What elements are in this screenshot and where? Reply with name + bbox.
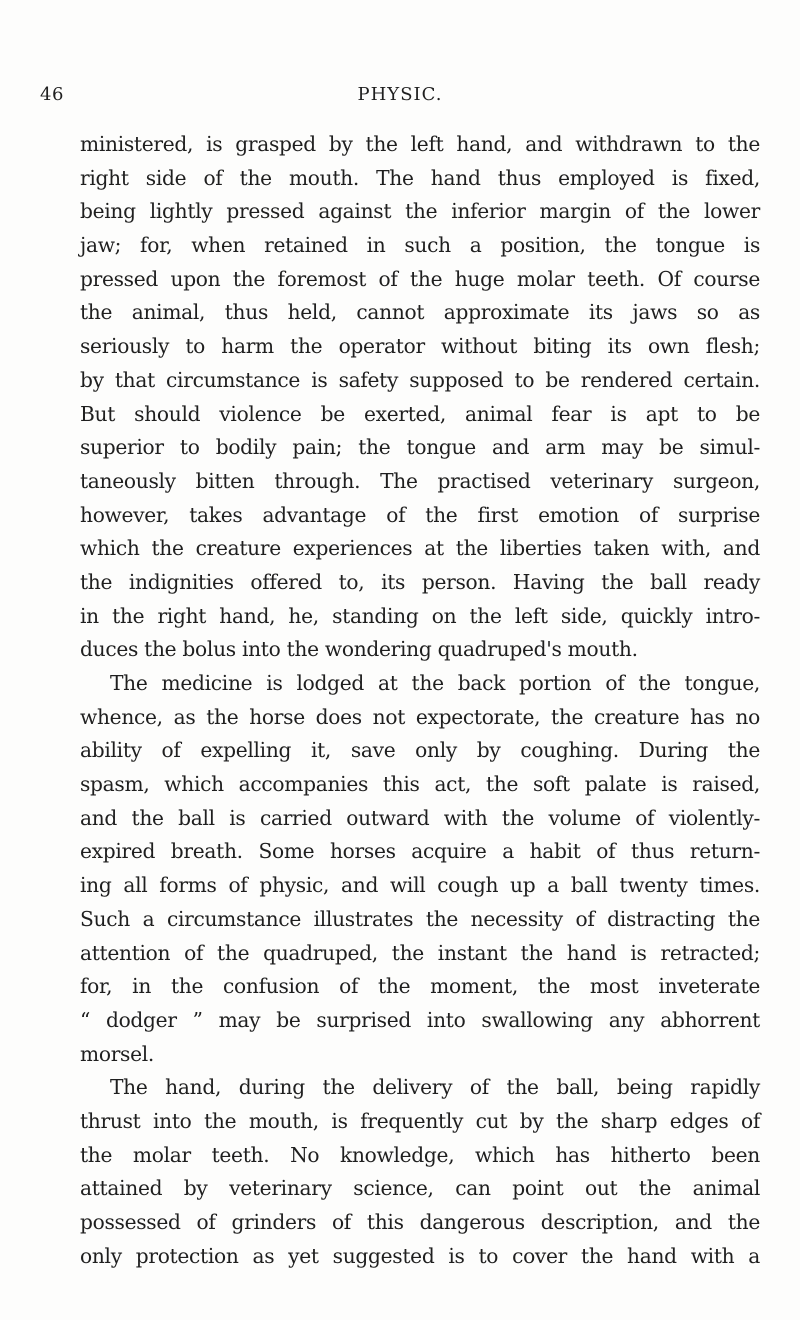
text-line: expired breath. Some horses acquire a habit of thus return- [80,839,760,864]
text-line: jaw; for, when retained in such a position, the tongue is [80,233,760,258]
text-line: attained by veterinary science, can point out the animal [80,1176,760,1201]
text-line: Such a circumstance illustrates the necessity of distracting the [80,906,760,931]
text-line: spasm, which accompanies this act, the soft palate is raised, [80,772,760,797]
text-line: thrust into the mouth, is frequently cut by the sharp edges of [80,1108,760,1133]
text-line: which the creature experiences at the liberties taken with, and [80,536,760,561]
text-line: ministered, is grasped by the left hand, and withdrawn to the [80,132,760,156]
text-line: for, in the confusion of the moment, the most inveterate [80,974,760,999]
text-line: pressed upon the foremost of the huge molar teeth. Of course [80,266,760,291]
text-line: morsel. [80,1041,155,1066]
page-number: 46 [40,84,64,105]
paragraph-start-line: The hand, during the delivery of the ball, being rapidly [110,1075,760,1100]
text-line: the animal, thus held, cannot approximate its jaws so as [80,300,760,325]
running-head [0,84,800,112]
text-line: whence, as the horse does not expectorate, the creature has no [80,704,760,729]
text-line: taneously bitten through. The practised veterinary surgeon, [80,468,760,493]
paragraph-start-line: The medicine is lodged at the back portion of the tongue, [110,671,760,695]
text-line: But should violence be exerted, animal fear is apt to be [80,401,760,426]
running-title: PHYSIC. [357,84,443,105]
body-text [80,128,760,1273]
text-line: and the ball is carried outward with the volume of violently- [80,805,760,830]
text-line: by that circumstance is safety supposed to be rendered certain. [80,367,760,392]
text-line: duces the bolus into the wondering quadruped's mouth. [80,637,638,662]
text-line: the molar teeth. No knowledge, which has hitherto been [80,1142,760,1167]
text-line: possessed of grinders of this dangerous description, and the [80,1210,760,1234]
text-line: ability of expelling it, save only by coughing. During the [80,738,760,763]
text-line: “ dodger ” may be surprised into swallowing any abhorrent [80,1007,760,1032]
text-line: the indignities offered to, its person. Having the ball ready [80,569,760,594]
text-line: however, takes advantage of the first emotion of surprise [80,502,760,527]
text-line: seriously to harm the operator without biting its own flesh; [80,334,760,359]
text-line: ing all forms of physic, and will cough up a ball twenty times. [80,873,760,898]
text-line: right side of the mouth. The hand thus employed is fixed, [80,165,760,190]
text-line: in the right hand, he, standing on the left side, quickly intro- [80,603,760,628]
text-line: superior to bodily pain; the tongue and arm may be simul- [80,435,760,460]
text-line: being lightly pressed against the inferior margin of the lower [80,199,760,224]
text-line: attention of the quadruped, the instant the hand is retracted; [80,940,760,965]
text-line: only protection as yet suggested is to cover the hand with a [80,1243,760,1268]
